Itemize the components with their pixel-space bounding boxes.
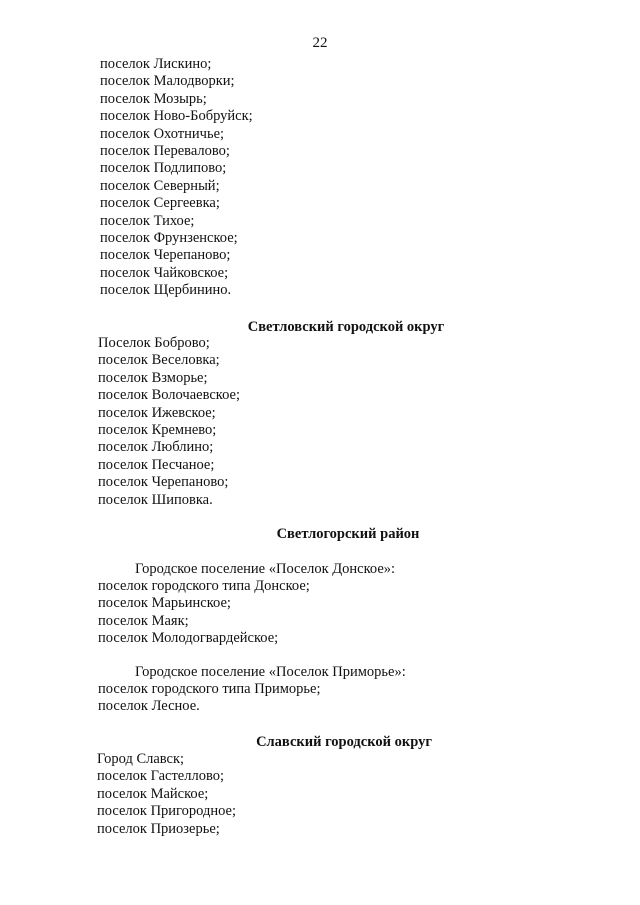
list-item: поселок Взморье;	[98, 369, 208, 386]
settlement-intro-donskoye: Городское поселение «Поселок Донское»:	[135, 561, 396, 577]
section-heading-slavsky: Славский городской округ	[256, 734, 432, 750]
settlement-list-slavsky	[97, 751, 236, 838]
settlement-list-primorye	[98, 681, 320, 716]
list-item: поселок Шиповка.	[98, 491, 213, 508]
list-item: поселок Охотничье;	[100, 125, 225, 142]
list-item: поселок Майское;	[97, 785, 209, 802]
list-item: поселок Ижевское;	[98, 404, 216, 421]
list-item: поселок Подлипово;	[100, 160, 227, 177]
list-item: поселок Северный;	[100, 177, 220, 194]
list-item: Поселок Боброво;	[98, 335, 210, 351]
section-heading-svetlogorsky: Светлогорский район	[276, 526, 420, 542]
list-item: поселок Лесное.	[98, 698, 200, 715]
list-item: поселок Ново-Бобруйск;	[100, 108, 253, 125]
list-item: поселок Щербинино.	[100, 282, 232, 299]
list-item: поселок Чайковское;	[100, 264, 229, 281]
list-item: поселок Пригородное;	[97, 803, 237, 820]
settlement-list-continuation	[100, 56, 253, 300]
list-item: поселок Фрунзенское;	[100, 230, 238, 247]
list-item: поселок Веселовка;	[98, 352, 220, 369]
section-heading-svetlovsky: Светловский городской округ	[247, 319, 445, 335]
settlement-list-donskoye	[98, 578, 310, 648]
list-item: поселок Приозерье;	[97, 820, 220, 837]
list-item: поселок Лискино;	[100, 56, 212, 72]
list-item: поселок Песчаное;	[98, 456, 215, 473]
list-item: поселок городского типа Приморье;	[98, 681, 321, 697]
settlement-intro-primorye: Городское поселение «Поселок Приморье»:	[135, 664, 406, 680]
list-item: поселок Сергеевка;	[100, 195, 220, 212]
list-item: поселок Малодворки;	[100, 73, 235, 90]
list-item: поселок Черепаново;	[98, 474, 229, 491]
list-item: поселок Молодогвардейское;	[98, 630, 279, 647]
page-number: 22	[312, 35, 328, 51]
list-item: поселок Гастеллово;	[97, 768, 224, 785]
list-item: поселок Черепаново;	[100, 247, 231, 264]
list-item: поселок Люблино;	[98, 439, 214, 456]
list-item: поселок городского типа Донское;	[98, 578, 310, 594]
list-item: Город Славск;	[97, 751, 185, 767]
list-item: поселок Маяк;	[98, 612, 189, 629]
list-item: поселок Волочаевское;	[98, 387, 240, 404]
list-item: поселок Перевалово;	[100, 143, 230, 160]
settlement-list-svetlovsky	[98, 335, 240, 509]
list-item: поселок Кремнево;	[98, 422, 217, 439]
list-item: поселок Тихое;	[100, 212, 195, 229]
list-item: поселок Мозырь;	[100, 90, 207, 107]
list-item: поселок Марьинское;	[98, 595, 231, 612]
